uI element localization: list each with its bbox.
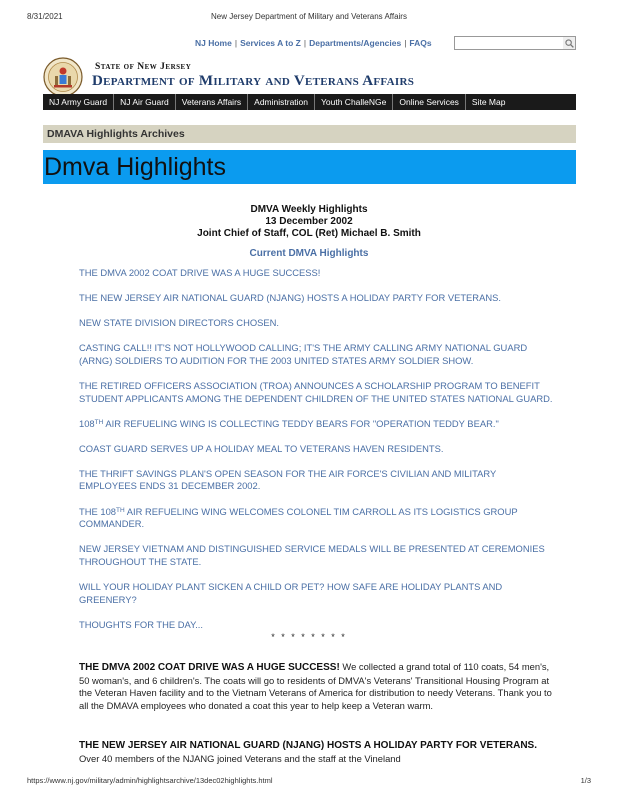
article-holiday-party [79, 739, 559, 765]
nav-separator: | [404, 38, 407, 48]
toc-item[interactable]: THE DMVA 2002 COAT DRIVE WAS A HUGE SUCCESS! [79, 267, 321, 278]
banner-title: Dmva Highlights [44, 153, 227, 181]
search-input[interactable] [454, 36, 576, 50]
state-seal-icon [43, 57, 83, 97]
search-button[interactable] [563, 36, 576, 50]
nav-separator: | [234, 38, 238, 48]
article-body: We collected a grand total of 110 coats, 54 men's, 50 woman's, and 6 children's. The coats will go to residents of DMVA's Veterans' Transitional Housing Program at the Veteran Haven facility and to the Vietnam Veterans of America for distribution to needy Veterans. Thank you to all the DMAVA employees who donated a coat this year to help keep a Veteran warm. [79, 661, 552, 711]
menu-administration[interactable]: Administration [248, 94, 315, 110]
menu-nj-air-guard[interactable]: NJ Air Guard [114, 94, 176, 110]
brand-department: Department of Military and Veterans Affairs [92, 73, 415, 89]
header-line-3: Joint Chief of Staff, COL (Ret) Michael B. Smith [197, 228, 421, 239]
nav-nj-home[interactable]: NJ Home [195, 38, 232, 48]
header-line-1: DMVA Weekly Highlights [250, 204, 368, 215]
toc-item[interactable]: THE NEW JERSEY AIR NATIONAL GUARD (NJANG) HOSTS A HOLIDAY PARTY FOR VETERANS. [79, 292, 501, 304]
menu-online-services[interactable]: Online Services [393, 94, 466, 110]
highlights-banner [43, 150, 576, 184]
highlights-toc [79, 267, 554, 644]
article-heading: THE DMVA 2002 COAT DRIVE WAS A HUGE SUCCESS! [79, 662, 340, 673]
article-coat-drive [79, 661, 559, 712]
nav-faqs[interactable]: FAQs [409, 38, 432, 48]
brand-state: State of New Jersey [95, 62, 192, 72]
toc-item[interactable]: THE 108TH AIR REFUELING WING WELCOMES COLONEL TIM CARROLL AS ITS LOGISTICS GROUP COMMANDER. [79, 505, 518, 530]
article-body: Over 40 members of the NJANG joined Veterans and the staff at the Vineland [79, 752, 401, 764]
print-url: https://www.nj.gov/military/admin/highlightsarchive/13dec02highlights.html [27, 776, 273, 785]
page-number: 1/3 [580, 776, 591, 785]
toc-item[interactable]: NEW JERSEY VIETNAM AND DISTINGUISHED SERVICE MEDALS WILL BE PRESENTED AT CEREMONIES THROUGHOUT THE STATE. [79, 543, 545, 567]
print-title: New Jersey Department of Military and Veterans Affairs [211, 12, 407, 21]
menu-site-map[interactable]: Site Map [471, 97, 506, 107]
highlights-header [0, 204, 618, 240]
menu-nj-army-guard[interactable]: NJ Army Guard [43, 94, 114, 110]
article-heading: THE NEW JERSEY AIR NATIONAL GUARD (NJANG) HOSTS A HOLIDAY PARTY FOR VETERANS. [79, 740, 538, 751]
print-date: 8/31/2021 [27, 12, 63, 21]
toc-item[interactable]: 108TH AIR REFUELING WING IS COLLECTING TEDDY BEARS FOR "OPERATION TEDDY BEAR." [79, 417, 499, 429]
main-navigation [43, 94, 576, 110]
toc-item[interactable]: THE RETIRED OFFICERS ASSOCIATION (TROA) ANNOUNCES A SCHOLARSHIP PROGRAM TO BENEFIT STUDENT APPLICANTS AMONG THE DEPENDENT CHILDREN OF THE UNITED STATES NATIONAL GUARD. [79, 379, 553, 404]
top-navigation [195, 38, 432, 48]
current-highlights-link[interactable]: Current DMVA Highlights [249, 248, 369, 259]
toc-item[interactable]: THOUGHTS FOR THE DAY... [79, 618, 203, 630]
menu-youth-challenge[interactable]: Youth ChalleNGe [315, 94, 393, 110]
toc-item[interactable]: CASTING CALL!! IT'S NOT HOLLYWOOD CALLING; IT'S THE ARMY CALLING ARMY NATIONAL GUARD (ARNG) SOLDIERS TO AUDITION FOR THE 2003 UNITED STATES ARMY SOLDIER SHOW. [79, 342, 528, 366]
search-icon [565, 39, 574, 48]
toc-item[interactable]: COAST GUARD SERVES UP A HOLIDAY MEAL TO VETERANS HAVEN RESIDENTS. [79, 442, 444, 454]
nav-departments-agencies[interactable]: Departments/Agencies [309, 38, 402, 48]
nav-services-a-to-z[interactable]: Services A to Z [240, 38, 301, 48]
department-brand[interactable] [92, 62, 414, 90]
toc-item[interactable]: NEW STATE DIVISION DIRECTORS CHOSEN. [79, 317, 280, 329]
toc-item[interactable]: THE THRIFT SAVINGS PLAN'S OPEN SEASON FOR THE AIR FORCE'S CIVILIAN AND MILITARY EMPLOYEES ENDS 31 DECEMBER 2002. [79, 467, 497, 492]
nav-separator: | [303, 38, 307, 48]
header-line-2: 13 December 2002 [265, 216, 353, 227]
menu-veterans-affairs[interactable]: Veterans Affairs [176, 94, 248, 110]
archive-title: DMAVA Highlights Archives [43, 125, 576, 143]
section-divider: * * * * * * * * [271, 632, 347, 642]
toc-item[interactable]: WILL YOUR HOLIDAY PLANT SICKEN A CHILD OR PET? HOW SAFE ARE HOLIDAY PLANTS AND GREENERY? [79, 580, 503, 605]
